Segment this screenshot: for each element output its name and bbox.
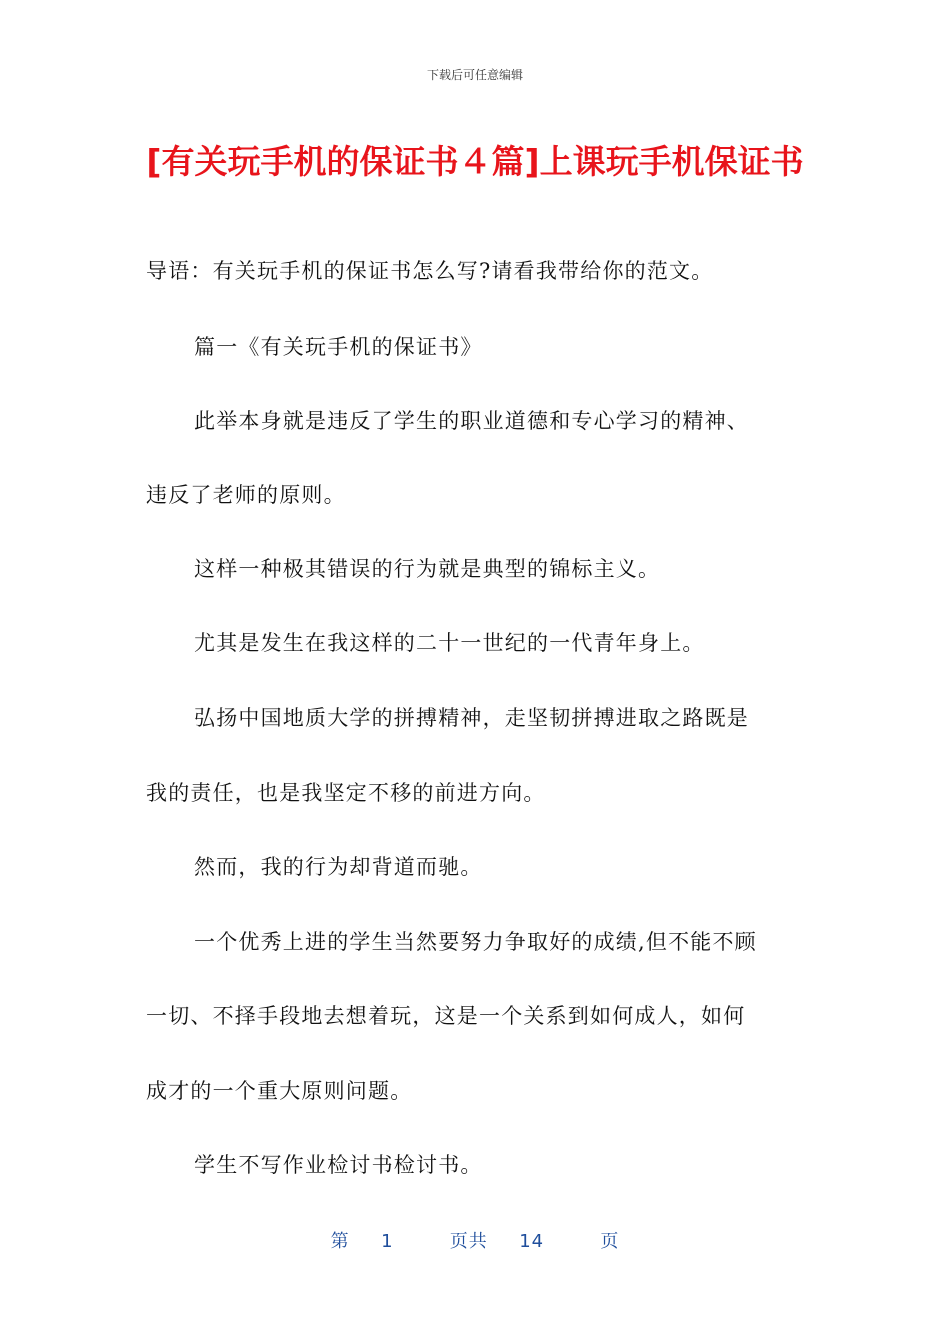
footer-page-mid: 页共: [449, 1231, 488, 1252]
intro-paragraph: 导语：有关玩手机的保证书怎么写?请看我带给你的范文。: [146, 259, 714, 283]
paragraph-line: 弘扬中国地质大学的拼搏精神，走坚韧拼搏进取之路既是: [194, 706, 749, 730]
paragraph-line: 违反了老师的原则。: [146, 483, 346, 507]
footer-current-page: 1: [381, 1231, 394, 1252]
header-note: 下载后可任意编辑: [426, 68, 523, 82]
paragraph-line: 一切、不择手段地去想着玩，这是一个关系到如何成人，如何: [146, 1004, 746, 1028]
paragraph-line: 学生不写作业检讨书检讨书。: [194, 1153, 483, 1177]
paragraph-line: 这样一种极其错误的行为就是典型的锦标主义。: [194, 557, 661, 581]
paragraph-line: 成才的一个重大原则问题。: [146, 1079, 413, 1103]
paragraph-line: 我的责任，也是我坚定不移的前进方向。: [146, 781, 546, 805]
paragraph-line: 此举本身就是违反了学生的职业道德和专心学习的精神、: [194, 409, 749, 433]
document-title: [有关玩手机的保证书４篇]上课玩手机保证书: [146, 142, 804, 181]
footer-page-prefix: 第: [330, 1231, 350, 1252]
section-heading: 篇一《有关玩手机的保证书》: [194, 335, 483, 359]
paragraph-line: 一个优秀上进的学生当然要努力争取好的成绩,但不能不顾: [194, 930, 757, 954]
paragraph-line: 尤其是发生在我这样的二十一世纪的一代青年身上。: [194, 631, 705, 655]
footer-total-pages: 14: [519, 1231, 545, 1252]
paragraph-line: 然而，我的行为却背道而驰。: [194, 855, 483, 879]
page-footer: [0, 1227, 950, 1253]
footer-page-suffix: 页: [600, 1231, 620, 1252]
